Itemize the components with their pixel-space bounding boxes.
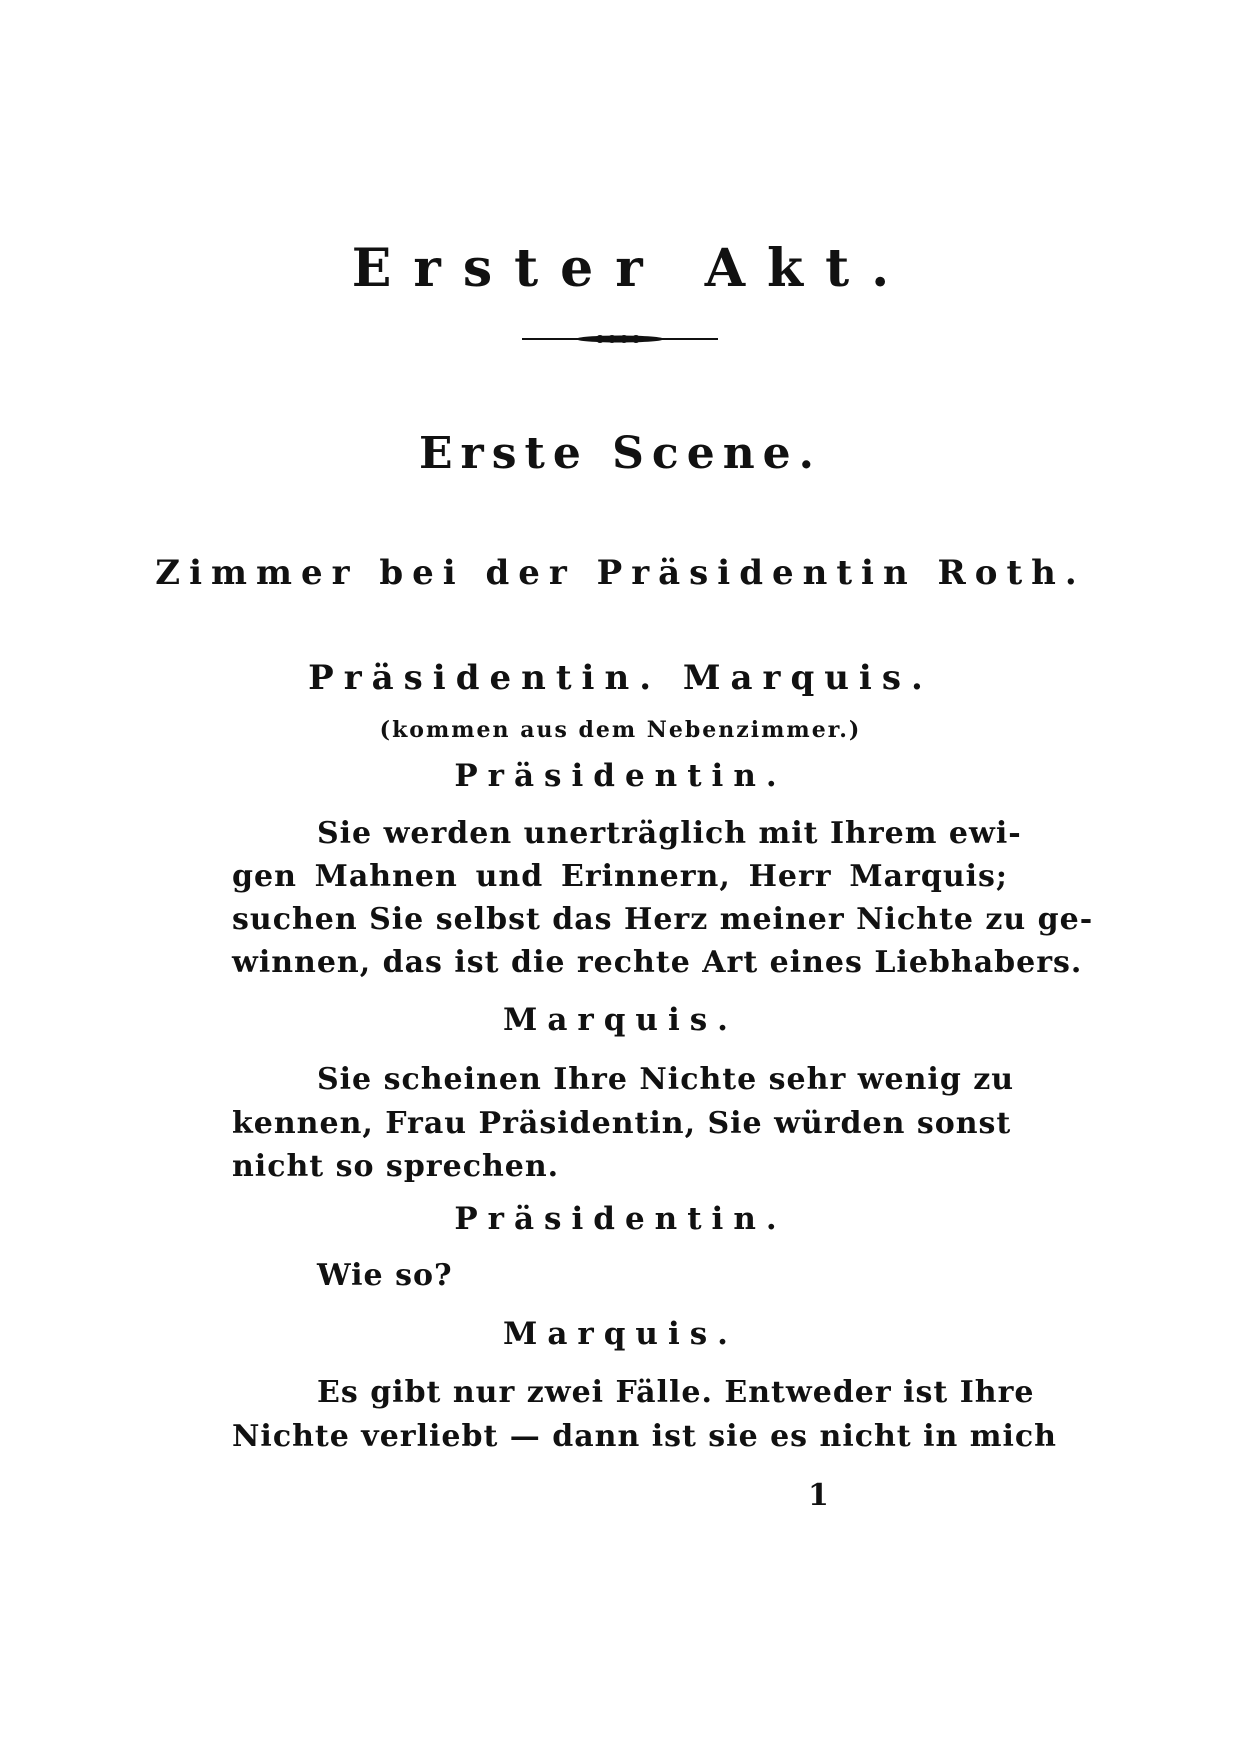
dialogue-line: Sie scheinen Ihre Nichte sehr wenig zu (317, 1062, 1015, 1097)
speaker-name: Marquis. (503, 1002, 738, 1038)
act-title: Erster Akt. (351, 238, 912, 299)
speaker-name: Marquis. (503, 1316, 738, 1352)
dialogue-line: gen Mahnen und Erinnern, Herr Marquis; (232, 859, 1008, 894)
dialogue-line: Wie so? (317, 1258, 453, 1293)
dialogue-line: kennen, Frau Präsidentin, Sie würden sonst (232, 1106, 1012, 1141)
speaker-name: Präsidentin. (454, 1201, 787, 1237)
dialogue-line: Sie werden unerträglich mit Ihrem ewi- (317, 816, 1022, 851)
dialogue-line: nicht so sprechen. (232, 1149, 560, 1184)
speaker-name: Präsidentin. (454, 758, 787, 794)
stage-direction: (kommen aus dem Nebenzimmer.) (379, 717, 862, 743)
scene-title: Erste Scene. (419, 428, 822, 479)
dialogue-line: suchen Sie selbst das Herz meiner Nichte zu ge- (232, 902, 1094, 937)
ornament-divider (522, 333, 718, 345)
scene-setting: Zimmer bei der Präsidentin Roth. (155, 553, 1086, 593)
dialogue-line: Es gibt nur zwei Fälle. Entweder ist Ihre (317, 1375, 1035, 1410)
dialogue-line: Nichte verliebt — dann ist sie es nicht in mich (232, 1419, 1057, 1454)
dialogue-line: winnen, das ist die rechte Art eines Liebhabers. (232, 945, 1083, 980)
page-number: 1 (808, 1478, 829, 1513)
character-list: Präsidentin. Marquis. (308, 658, 933, 698)
